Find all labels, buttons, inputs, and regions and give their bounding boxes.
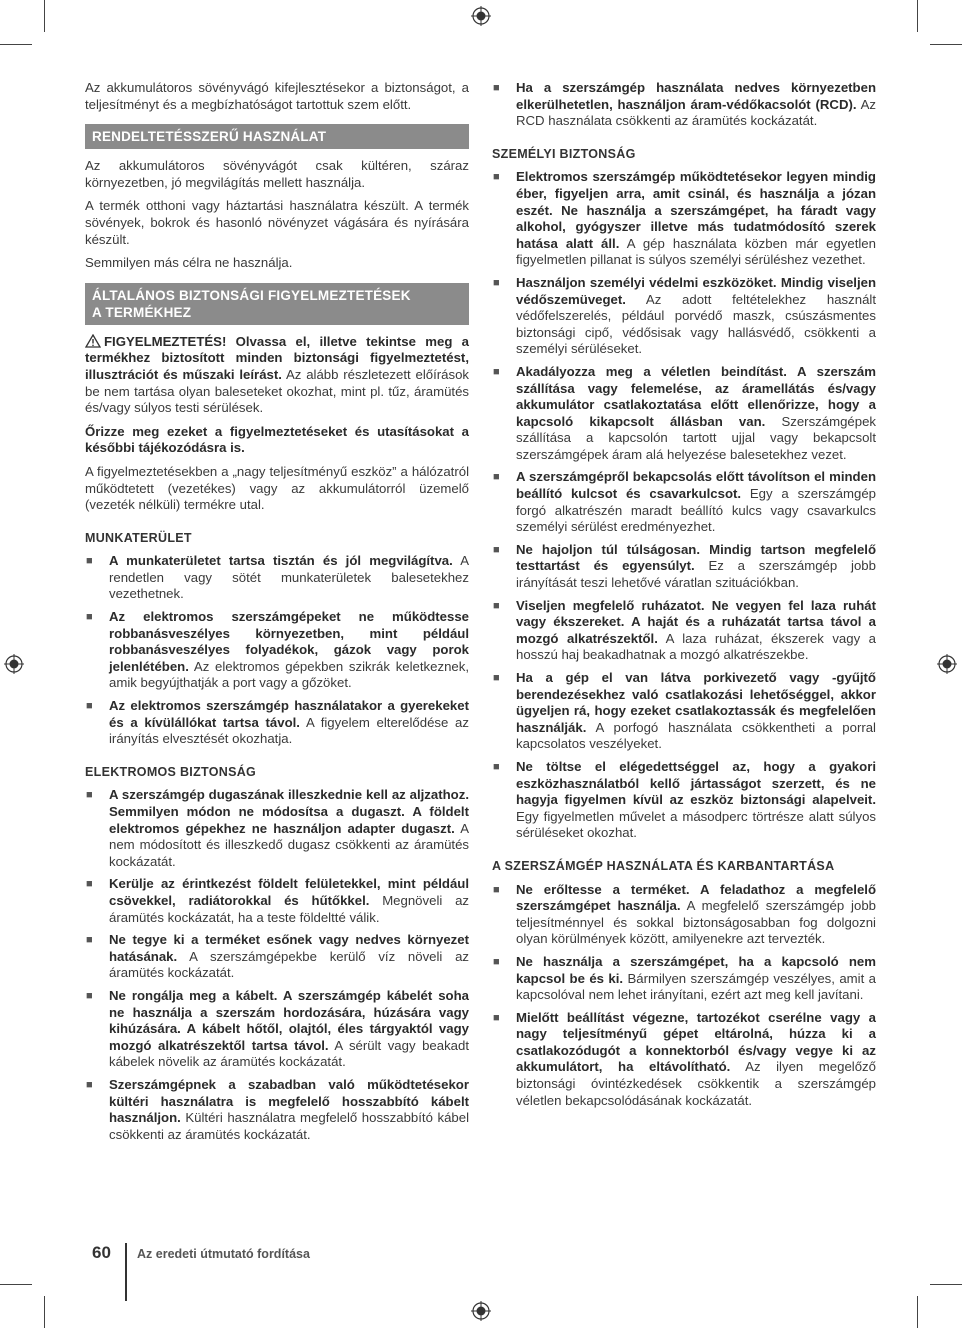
keep-instructions (85, 424, 469, 457)
registration-mark-icon (471, 1301, 491, 1321)
registration-mark-icon (471, 6, 491, 26)
bullet-square-icon: ■ (493, 599, 500, 612)
list-item: ■ A munkaterületet tartsa tisztán és jól megvilágítva. A rendetlen vagy sötét munkaterületek balesetekhez vezethetnek. (86, 553, 470, 602)
bullet-square-icon: ■ (86, 1078, 93, 1091)
subheading-electrical-safety: ELEKTROMOS BIZTONSÁG (85, 764, 257, 779)
list-item: ■ A szerszámgép dugaszának illeszkednie kell az aljzathoz. Semmilyen módon ne módosítsa a dugaszt. A földelt elektromos gépekhez ne használjon adapter dugaszt. A nem módosított és illeszkedő dugasz csökkenti az áramütés kockázatát. (86, 787, 469, 869)
warning-bold: FIGYELMEZTETÉS! Olvassa el, illetve tekintse meg a termékhez biztosított minden biztonsági figyelmeztetést, illusztrációt és műszaki leírást. (85, 333, 469, 382)
list-item: ■ Használjon személyi védelmi eszközöket. Mindig viseljen védőszemüveget. Az adott feltételekhez használt védőfelszerelés, például porvédő maszk, csúszásmentes biztonsági cipő, védősisak vagy hallásvédő, csökkenti a személyi sérüléseket. (493, 274, 876, 357)
term-definition: A figyelmeztetésekben a „nagy teljesítményű eszköz” a hálózatról működtetett (vezetékes) vagy az akkumulátorról üzemelő (vezeték nélküli) termékre utal. (85, 463, 469, 513)
bullet-square-icon: ■ (493, 82, 500, 94)
list-item: ■ Ne tegye ki a terméket esőnek vagy nedves környezet hatásának. A szerszámgépekbe kerülő víz növeli az áramütés kockázatát. (86, 932, 469, 981)
bullet-square-icon: ■ (493, 760, 500, 773)
list-item: ■ A szerszámgépről bekapcsolás előtt távolítson el minden beállító kulcsot és csavarkulcsot. Egy a szerszámgép forgó alkatrészén maradt beállító kulcs vagy csavarkulcs személyi sérülést eredményezhet. (493, 469, 876, 535)
crop-mark (917, 1296, 918, 1328)
list-item: ■ Ha a gép el van látva porkivezető vagy -gyűjtő berendezésekhez való csatlakozási lehetőséggel, akkor ügyeljen rá, hogy ezeket csatlakoztassák és megfelelően használják. A porfogó használata csökkentheti a porral kapcsolatos veszélyeket. (493, 670, 876, 752)
warning-text: Az alább részletezett előírások be nem tartása olyan baleseteket okozhat, mint pl. tűz, áramütés és/vagy súlyos testi sérülések. (85, 366, 470, 416)
bullet-square-icon: ■ (86, 934, 93, 947)
section-heading-general-safety (85, 283, 469, 325)
work-area-list (85, 553, 469, 748)
heading-line: A TERMÉKHEZ (92, 304, 192, 320)
list-item: ■ Mielőtt beállítást végezne, tartozékot cserélne vagy a nagy teljesítményű gépet eltárolná, húzza ki a csatlakozódugót a konnektorból és/vagy vegye ki az akkumulátort, ha eltávolítható. Az ilyen megelőző biztonsági óvintézkedések csökkentik a szerszámgép véletlen bekapcsolódásának kockázatát. (493, 1009, 876, 1108)
footer-divider (125, 1243, 127, 1301)
crop-mark (44, 1296, 45, 1328)
list-item: ■ Ne erőltesse a terméket. A feladathoz a megfelelő szerszámgépet használja. A megfelelő szerszámgép jobb teljesítménnyel és sokkal biztonságosabban fog dolgozni olyan körülmények között, amilyenekre azt tervezték. (493, 881, 876, 947)
bullet-square-icon: ■ (86, 878, 93, 891)
registration-mark-icon (4, 654, 24, 674)
bullet-square-icon: ■ (86, 611, 93, 624)
list-item: ■ Az elektromos szerszámgépeket ne működtesse robbanásveszélyes környezetben, mint például robbanásveszélyes folyadékok, gázok vagy porok jelenlétében. Az elektromos gépekben szikrák keletkeznek, amik begyújthatják a port vagy a gőzöket. (86, 609, 469, 691)
subheading-work-area: MUNKATERÜLET (85, 530, 192, 545)
list-item: ■ Ne hajoljon túl túlságosan. Mindig tartson megfelelő testtartást és egyensúlyt. Ez a szerszámgép jobb irányítását teszi lehetővé váratlan szituációkban. (493, 541, 876, 591)
subheading-tool-use: A SZERSZÁMGÉP HASZNÁLATA ÉS KARBANTARTÁSA (492, 858, 835, 873)
left-column (85, 80, 469, 1149)
bullet-square-icon: ■ (493, 883, 500, 896)
tool-use-list (492, 882, 876, 1110)
crop-mark (930, 44, 962, 45)
list-item: ■ Ne használja a szerszámgépet, ha a kapcsoló nem kapcsol be és ki. Bármilyen szerszámgép veszélyes, amit a kapcsolóval nem lehet irányítani, ezért azt meg kell javítani. (493, 953, 877, 1003)
personal-safety-list (492, 169, 876, 842)
list-item: ■ Ne rongálja meg a kábelt. A szerszámgép kábelét soha ne használja a szerszám hordozására, húzására vagy kihúzására. A kábelt hőtől, olajtól, éles tárgyaktól vagy mozgó alkatrészektől tartsa távol. A sérült vagy beakadt kábelek növelik az áramütés kockázatát. (86, 987, 470, 1070)
keep-instructions-bold: Őrizze meg ezeket a figyelmeztetéseket és utasításokat a későbbi tájékozódásra is. (85, 423, 469, 456)
bullet-square-icon: ■ (493, 543, 500, 556)
bullet-square-icon: ■ (493, 365, 500, 378)
bullet-square-icon: ■ (493, 471, 500, 484)
bullet-square-icon: ■ (493, 1011, 500, 1024)
electrical-safety-list-continued (492, 80, 876, 130)
crop-mark (0, 44, 32, 45)
list-item: ■ Ha a szerszámgép használata nedves környezetben elkerülhetetlen, használjon áram-védőkacsolót (RCD). Az RCD használata csökkenti az áramütés kockázatát. (493, 80, 876, 129)
footer-text: Az eredeti útmutató fordítása (137, 1247, 310, 1261)
intro-paragraph: Az akkumulátoros sövényvágó kifejlesztésekor a biztonságot, a teljesítményt és a megbízhatóságot tartottuk szem előtt. (85, 80, 469, 112)
crop-mark (0, 1284, 32, 1285)
intended-use-paragraph: Semmilyen más célra ne használja. (85, 255, 293, 271)
bullet-square-icon: ■ (86, 989, 93, 1002)
list-item: ■ Ne töltse el elégedettséggel az, hogy a gyakori eszközhasználatból kellő jártasságot szerzett, és ne hagyja figyelmen kívül az eszköz biztonsági alapelveit. Egy figyelmetlen művelet a másodperc törtrésze alatt súlyos sérüléseket okozhat. (493, 758, 876, 841)
right-column (492, 80, 876, 1115)
subheading-personal-safety: SZEMÉLYI BIZTONSÁG (492, 146, 636, 161)
intended-use-paragraph: A termék otthoni vagy háztartási használatra készült. A termék sövények, bokrok és hasonló növényzet vágására és nyírására készült. (85, 198, 469, 247)
bullet-square-icon: ■ (493, 955, 500, 968)
list-item: ■ Kerülje az érintkezést földelt felületekkel, mint például csövekkel, radiátorokkal és hűtőkkel. Megnöveli az áramütés kockázatát, ha a teste földeltté válik. (86, 876, 470, 925)
list-item: ■ Elektromos szerszámgép működtetésekor legyen mindig éber, figyeljen arra, amit csinál, és használja a józan eszét. Ne használja a szerszámgépet, ha fáradt vagy alkohol, gyógyszer illetve más tudatmódosító szerek hatása alatt áll. A gép használata közben már egyetlen figyelmetlen pillanat is súlyos személyi sérüléshez vezethet. (493, 169, 876, 268)
heading-line: ÁLTALÁNOS BIZTONSÁGI FIGYELMEZTETÉSEK (92, 287, 411, 303)
registration-mark-icon (937, 654, 957, 674)
warning-triangle-icon (85, 334, 101, 348)
bullet-square-icon: ■ (493, 276, 500, 289)
intended-use-paragraph: Az akkumulátoros sövényvágót csak kültéren, száraz környezetben, jó megvilágítás mellett használja. (85, 158, 469, 190)
bullet-square-icon: ■ (86, 700, 93, 713)
list-item: ■ Az elektromos szerszámgép használatakor a gyerekeket és a kívülállókat tartsa távol. A figyelem elterelődése az irányítás elvesztését okozhatja. (86, 698, 469, 747)
bullet-square-icon: ■ (86, 555, 93, 568)
electrical-safety-list (85, 787, 469, 1143)
crop-mark (917, 0, 918, 32)
warning-paragraph (85, 334, 469, 417)
bullet-square-icon: ■ (493, 672, 500, 684)
page-number: 60 (92, 1243, 111, 1262)
list-item: ■ Viseljen megfelelő ruházatot. Ne vegyen fel laza ruhát vagy ékszereket. A haját és a ruházatát tartsa távol a mozgó alkatrészektől. A laza ruházat, ékszerek vagy a hosszú haj beakadhatnak a mozgó alkatrészekbe. (493, 597, 877, 663)
section-heading-intended-use: RENDELTETÉSSZERŰ HASZNÁLAT (85, 124, 469, 149)
bullet-square-icon: ■ (86, 789, 93, 802)
crop-mark (44, 0, 45, 32)
list-item: ■ Akadályozza meg a véletlen beindítást. A szerszám szállítása vagy felemelése, az áramellátás és/vagy akkumulátor csatlakoztatása előtt ellenőrizze, hogy a kapcsoló kikapcsolt állásban van. Szerszámgépek szállítása a kapcsolón tartott ujjal vagy bekapcsolt szerszámgépek áram alá helyezése balesetekhez vezet. (493, 363, 877, 462)
list-item: ■ Szerszámgépnek a szabadban való működtetésekor kültéri használatra is megfelelő hosszabbító kábelt használjon. Kültéri használatra megfelelő hosszabbító kábel csökkenti az áramütés kockázatát. (86, 1076, 469, 1142)
bullet-square-icon: ■ (493, 171, 500, 184)
crop-mark (930, 1284, 962, 1285)
